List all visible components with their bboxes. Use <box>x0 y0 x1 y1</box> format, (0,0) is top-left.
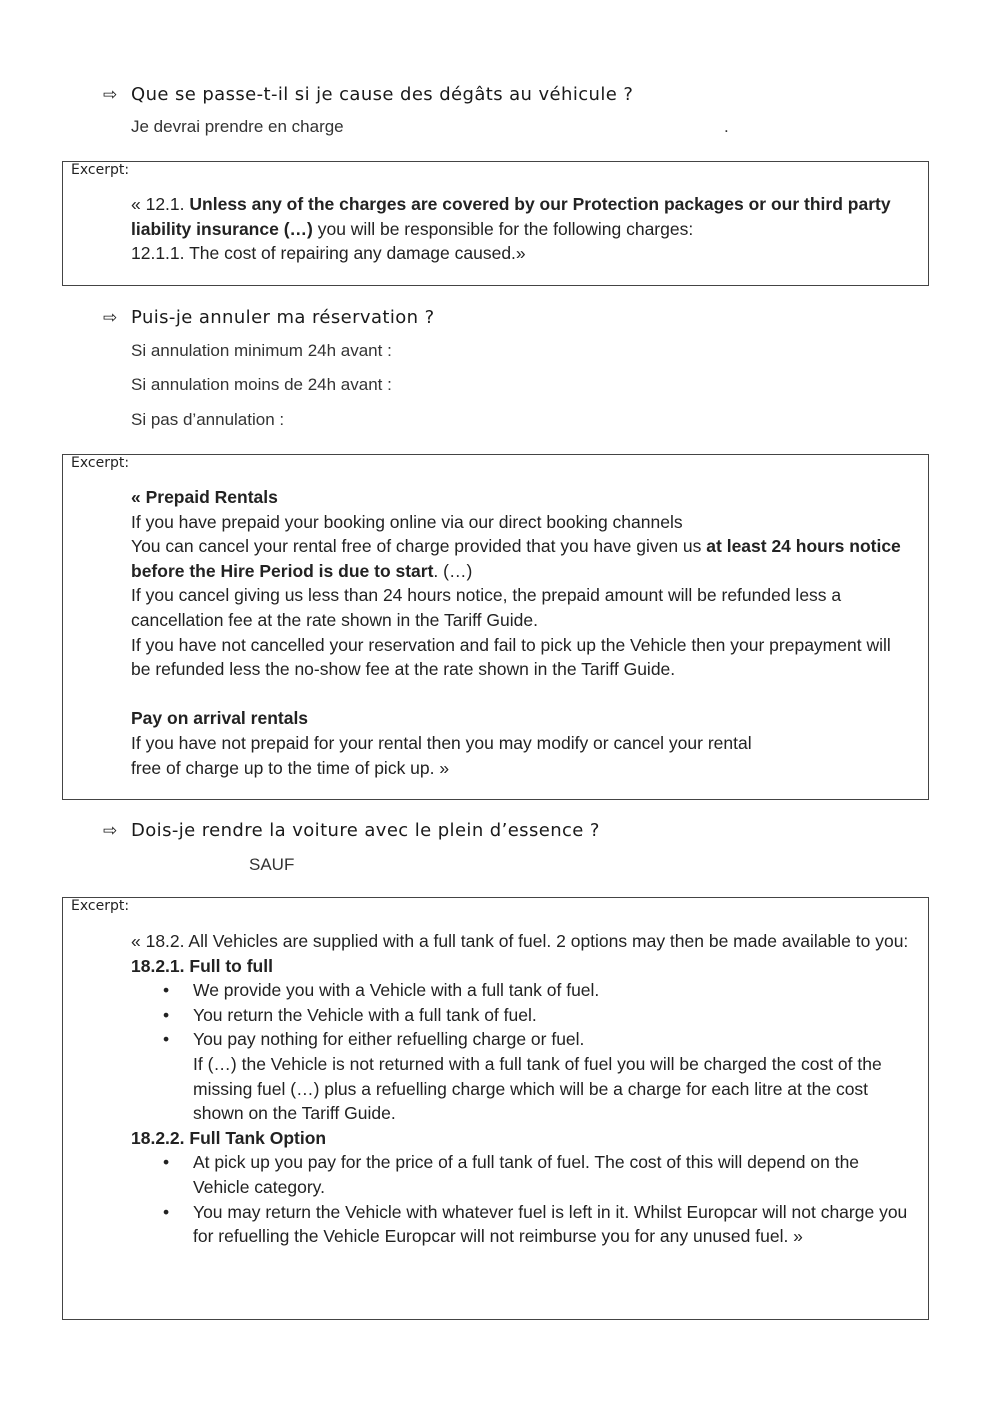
excerpt-2-p3: If you cancel giving us less than 24 hours notice, the prepaid amount will be refunded less a cancellation fee at the rate shown in the Tariff Guide. <box>131 585 842 630</box>
excerpt-2-p1: If you have prepaid your booking online via our direct booking channels <box>131 511 683 532</box>
full-to-full-heading: 18.2.1. Full to full <box>131 955 273 976</box>
arrow-right-icon: ⇨ <box>103 821 118 841</box>
full-to-full-note: If (…) the Vehicle is not returned with a full tank of fuel you will be charged the cost of the missing fuel (…) plus a refuelling charge which will be a charge for each litre at the cost shown on the Tariff Guide. <box>193 1053 882 1124</box>
excerpt-1-open: « 12.1. <box>131 194 190 214</box>
list-item: • You may return the Vehicle with whatever fuel is left in it. Whilst Europcar will not charge you for refuelling the Vehicle Europcar will not reimburse you for any unused fuel. » <box>193 1200 912 1249</box>
answer-2-b: Si annulation moins de 24h avant : <box>131 375 392 394</box>
full-to-full-list <box>131 978 912 1052</box>
excerpt-2-p6: free of charge up to the time of pick up. » <box>131 757 450 778</box>
excerpt-label: Excerpt: <box>71 455 130 471</box>
question-1 <box>103 84 633 105</box>
answer-3: SAUF <box>249 855 295 874</box>
excerpt-2-p2-bold: at least 24 hours notice before the Hire Period is due to start <box>131 536 901 581</box>
answer-1: Je devrai prendre en charge <box>131 117 344 136</box>
excerpt-1-content <box>131 192 912 266</box>
excerpt-box-1 <box>62 161 929 286</box>
answer-2-c: Si pas d’annulation : <box>131 410 285 429</box>
excerpt-box-2 <box>62 454 929 800</box>
excerpt-2-p4: If you have not cancelled your reservation and fail to pick up the Vehicle then your prepayment will be refunded less the no-show fee at the rate shown in the Tariff Guide. <box>131 634 891 680</box>
excerpt-2-p5: If you have not prepaid for your rental then you may modify or cancel your rental <box>131 732 752 753</box>
arrow-right-icon: ⇨ <box>103 308 118 328</box>
arrival-title: Pay on arrival rentals <box>131 708 309 729</box>
arrow-right-icon: ⇨ <box>103 85 118 105</box>
question-2 <box>103 307 435 328</box>
excerpt-1-line2: 12.1.1. The cost of repairing any damage caused.» <box>131 243 526 264</box>
answer-2-a: Si annulation minimum 24h avant : <box>131 341 392 360</box>
excerpt-1-rest: you will be responsible for the following charges: <box>312 218 694 239</box>
question-2-text: Puis-je annuler ma réservation ? <box>131 307 435 328</box>
question-1-text: Que se passe-t-il si je cause des dégâts au véhicule ? <box>131 84 634 105</box>
list-item: • You return the Vehicle with a full tank of fuel. <box>193 1003 912 1028</box>
excerpt-2-p2-end: . (…) <box>433 560 473 581</box>
full-tank-option-heading: 18.2.2. Full Tank Option <box>131 1127 327 1148</box>
full-tank-option-list <box>131 1150 912 1248</box>
question-3 <box>103 820 600 841</box>
excerpt-1-bold: Unless any of the charges are covered by our Protection packages or our third party liability insurance (…) <box>131 194 891 239</box>
prepaid-title: « Prepaid Rentals <box>131 487 278 507</box>
list-item: • At pick up you pay for the price of a full tank of fuel. The cost of this will depend on the Vehicle category. <box>193 1150 912 1199</box>
answer-1-end: . <box>724 117 729 136</box>
excerpt-2-content <box>131 485 912 780</box>
list-item: • We provide you with a Vehicle with a full tank of fuel. <box>193 978 912 1003</box>
question-3-text: Dois-je rendre la voiture avec le plein d’essence ? <box>131 820 600 841</box>
excerpt-label: Excerpt: <box>71 898 130 914</box>
excerpt-box-3 <box>62 897 929 1320</box>
excerpt-label: Excerpt: <box>71 162 130 178</box>
excerpt-2-p2-start: You can cancel your rental free of charge provided that you have given us <box>131 536 707 557</box>
excerpt-3-intro: « 18.2. All Vehicles are supplied with a full tank of fuel. 2 options may then be made available to you: <box>131 931 909 951</box>
list-item: • You pay nothing for either refuelling charge or fuel. <box>193 1027 912 1052</box>
excerpt-3-content <box>131 929 912 1249</box>
